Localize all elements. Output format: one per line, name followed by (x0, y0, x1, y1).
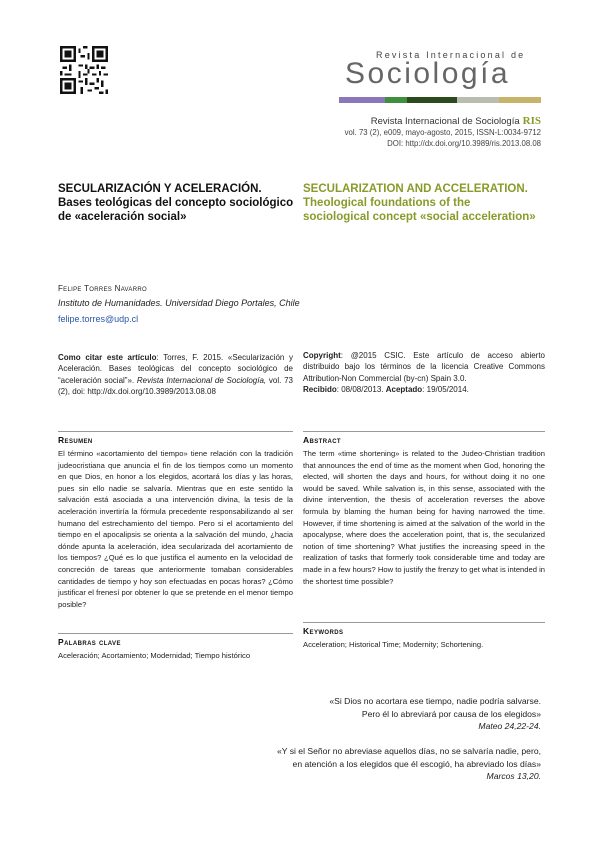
volume-line: vol. 73 (2), e009, mayo-agosto, 2015, ISSN-L:0034-9712 (344, 128, 541, 137)
citation-journal: Revista Internacional de Sociología, (136, 375, 267, 385)
colorbar-segment (457, 97, 499, 103)
colorbar-segment (499, 97, 541, 103)
logo-colorbar (339, 97, 541, 103)
epigraph-2: «Y si el Señor no abreviase aquellos días, no se salvaría nadie, pero, en atención a los elegidos que él escogió, ha abreviado los días» Marcos 13,20. (276, 746, 541, 781)
logo-subtitle: Revista Internacional de (376, 50, 526, 60)
keywords-es-heading: Palabras clave (58, 633, 293, 647)
keywords-es-text: Aceleración; Acortamiento; Modernidad; Tiempo histórico (58, 651, 251, 660)
resumen-heading: Resumen (58, 431, 293, 445)
author-email-link[interactable]: felipe.torres@udp.cl (58, 314, 139, 324)
title-english: SECULARIZATION AND ACCELERATION. Theological foundations of the sociological concept «social acceleration» (303, 183, 536, 223)
colorbar-segment (385, 97, 407, 103)
author-affiliation: Instituto de Humanidades. Universidad Diego Portales, Chile (58, 298, 300, 308)
journal-name: Revista Internacional de Sociología (370, 116, 520, 127)
logo-title: Sociología (345, 57, 511, 90)
copyright-label: Copyright (303, 351, 341, 360)
keywords-en-section (303, 622, 545, 651)
citation-label: Como citar este artículo (58, 353, 157, 362)
resumen-text: El término «acortamiento del tiempo» tiene relación con la tradición judeocristiana que anuncia el fin de los tiempos como un momento en que Dios, en honor a los elegidos, acortará los días y las horas, pues sin ello nadie se salvaría. Mientras que en este sentido la salvación está asociada a una intervención divina, la tesis de la aceleración invertiría la fórmula precedente responsabilizando al ser humano del estrechamiento del tiempo. Pero si el acortamiento del tiempo en el apocalipsis se orienta a la salvación del mundo, ¿hacia dónde apunta la aceleración, idea secularizada del acortamiento de los tiempos? ¿Qué es lo que justifica el aumento en la velocidad de concreción de tareas que anteriormente tomaban considerables cantidades de tiempo y hoy son efectuadas en pocas horas? ¿Cómo justificar el frenesí por obtener lo que se pretende en el menor tiempo posible? (58, 449, 293, 609)
abstract-heading: Abstract (303, 431, 545, 445)
epigraph-1-reference: Mateo 24,22-24. (478, 721, 541, 731)
abstract-text: The term «time shortening» is related to the Judeo-Christian tradition that announces the end of time as the moment when God, honoring the elected, will shorten the days and hours, for without doing it no one would be saved. While salvation is, in this sense, associated with the divine intervention, the thesis of acceleration reverses the above formula by blaming the human being for having narrowed the time. However, if time shortening is aimed at the salvation of the world in the apocalypse, where does the acceleration point, that is, the secularized notion of time shortening? What justifies the increasing speed in the realization of tasks that formerly took considerable time and today are made in a few hours? How to justify the frenzy to get what is intended in the shortest time possible? (303, 449, 545, 586)
received-label: Recibido (303, 385, 337, 395)
keywords-en-text: Acceleration; Historical Time; Modernity; Schortening. (303, 640, 484, 649)
journal-info (345, 115, 541, 149)
keywords-en-heading: Keywords (303, 622, 545, 636)
abstract-section (303, 431, 545, 587)
title-spanish: SECULARIZACIÓN Y ACELERACIÓN. Bases teológicas del concepto sociológico de «aceleración social» (58, 183, 294, 223)
copyright-block: Copyright: @2015 CSIC. Este artículo de acceso abierto distribuido bajo los términos de la licencia Creative Commons Attribution-Non Commercial (by-cn) Spain 3.0. Recibido: 08/08/2013. Aceptado: 19/05/2014. (303, 351, 545, 395)
qr-code-icon (60, 46, 108, 94)
epigraph-2-reference: Marcos 13,20. (486, 771, 541, 781)
epigraph-1: «Si Dios no acortara ese tiempo, nadie podría salvarse. Pero él lo abreviará por causa de los elegidos» Mateo 24,22-24. (329, 696, 541, 731)
colorbar-segment (407, 97, 457, 103)
journal-abbr: RIS (522, 115, 541, 127)
keywords-es-section (58, 633, 293, 662)
accepted-label: Aceptado (385, 385, 423, 395)
resumen-section (58, 431, 293, 610)
doi-link[interactable]: DOI: http://dx.doi.org/10.3989/ris.2013.08.08 (387, 139, 541, 148)
colorbar-segment (339, 97, 385, 103)
author-name: Felipe Torres Navarro (58, 284, 147, 293)
citation-block: Como citar este artículo: Torres, F. 2015. «Secularización y Aceleración. Bases teológicas del concepto sociológico de “aceleración social”». Revista Internacional de Sociología, vol. 73 (2), doi: http://dx.doi.org/10.3989/2013.08.08 (58, 353, 294, 397)
